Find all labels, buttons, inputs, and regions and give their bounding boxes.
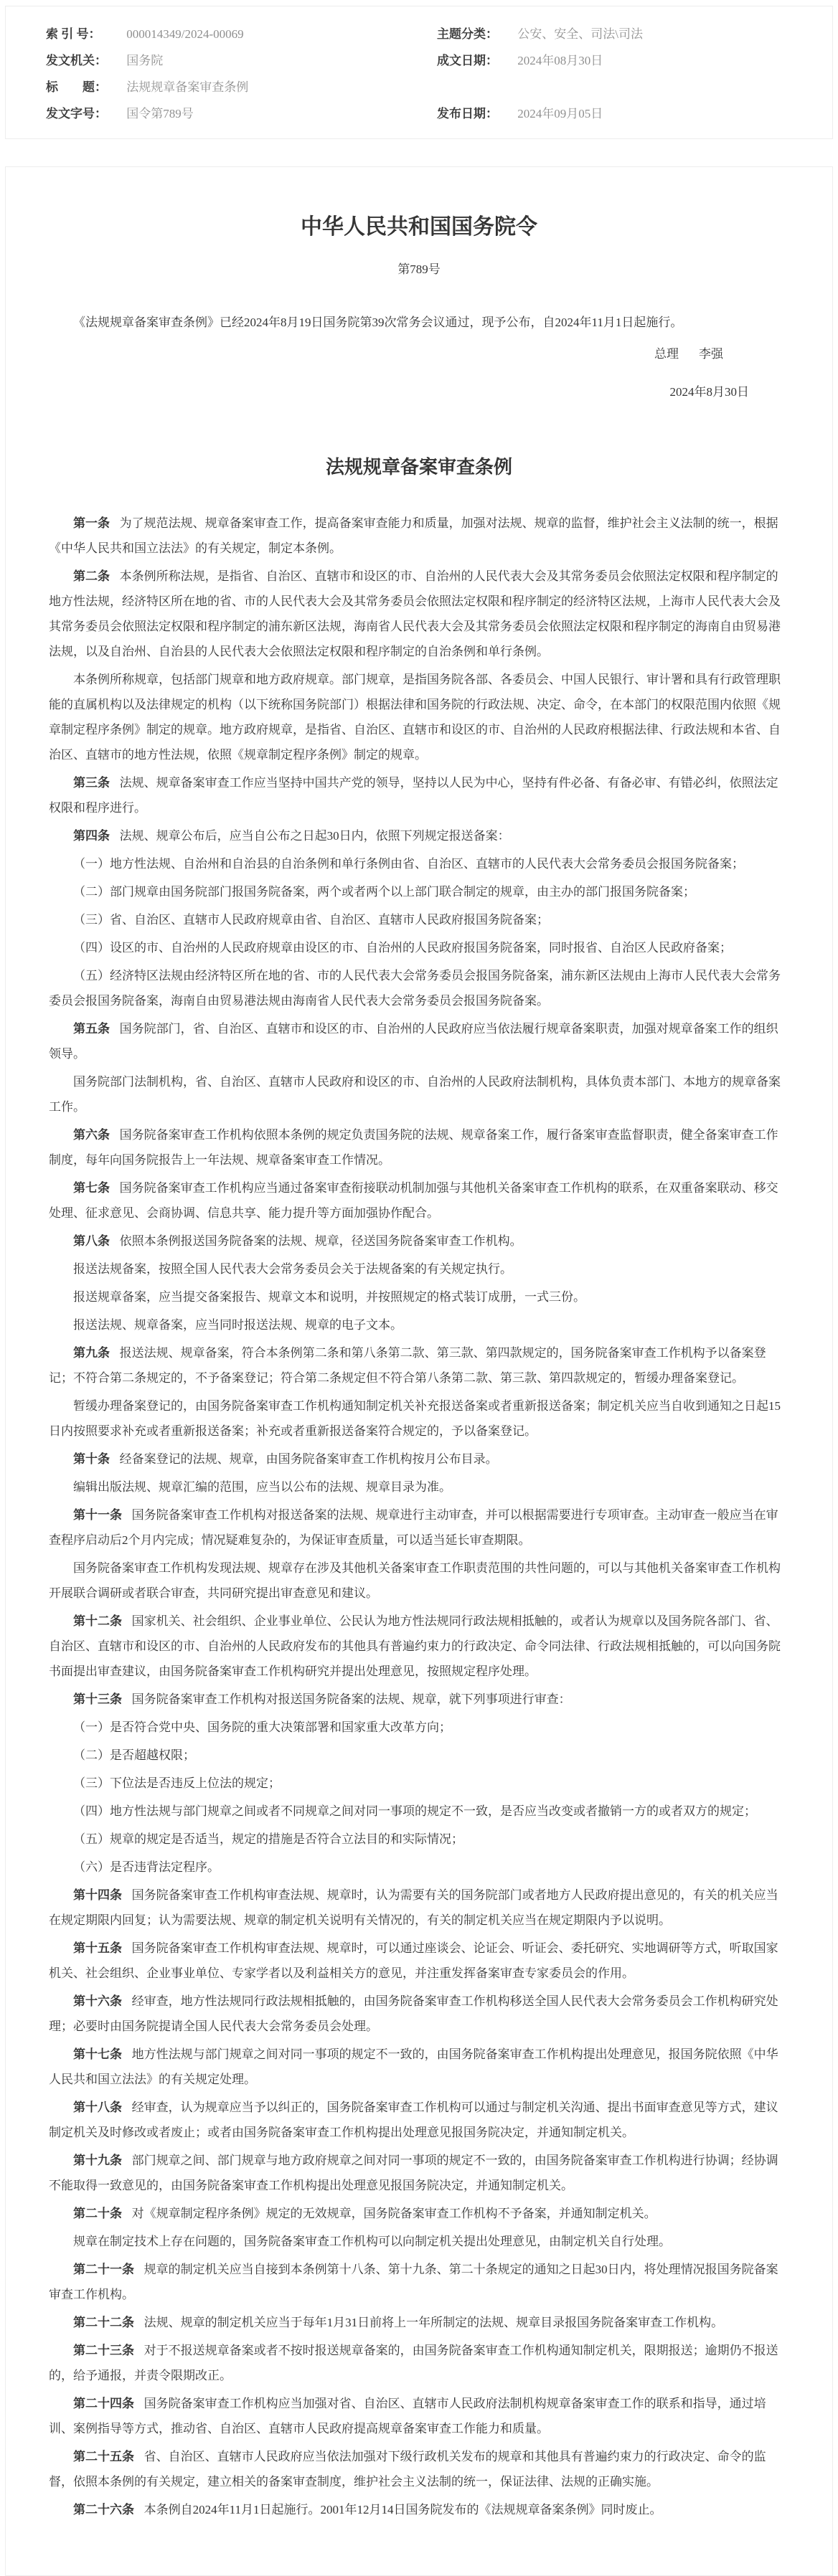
meta-label-document-number: 发文字号： xyxy=(46,107,107,120)
meta-cell xyxy=(437,21,792,47)
meta-value-document-number: 国令第789号 xyxy=(126,107,194,120)
meta-cell xyxy=(46,47,437,74)
regulation-paragraph: 第六条 国务院备案审查工作机构依照本条例的规定负责国务院的法规、规章备案工作，履行备案审查监督职责，健全备案审查工作制度，每年向国务院报告上一年法规、规章备案审查工作情况。 xyxy=(49,1128,778,1167)
regulation-paragraph: （五）经济特区法规由经济特区所在地的省、市的人民代表大会常务委员会报国务院备案，浦东新区法规由上海市人民代表大会常务委员会报国务院备案，海南自由贸易港法规由海南省人民代表大会常务委员会报国务院备案。 xyxy=(49,969,781,1008)
regulation-paragraph: 第十九条 部门规章之间、部门规章与地方政府规章之间对同一事项的规定不一致的，由国务院备案审查工作机构进行协调；经协调不能取得一致意见的，由国务院备案审查工作机构提出处理意见报国务院决定，并通知制定机关。 xyxy=(49,2154,778,2192)
decree-announcement: 《法规规章备案审查条例》已经2024年8月19日国务院第39次常务会议通过，现予公布，自2024年11月1日起施行。 xyxy=(73,316,683,329)
regulation-paragraph: （二）部门规章由国务院部门报国务院备案，两个或者两个以上部门联合制定的规章，由主办的部门报国务院备案； xyxy=(73,885,695,899)
article-number: 第五条 xyxy=(73,1022,110,1036)
article-number: 第四条 xyxy=(73,829,110,843)
meta-row xyxy=(46,74,792,100)
regulation-paragraph: （四）设区的市、自治州的人民政府规章由设区的市、自治州的人民政府报国务院备案，同时报省、自治区人民政府备案； xyxy=(73,941,732,955)
meta-cell xyxy=(437,74,792,100)
regulation-paragraph: 第九条 报送法规、规章备案，符合本条例第二条和第八条第二款、第三款、第四款规定的，国务院备案审查工作机构予以备案登记；不符合第二条规定的，不予备案登记；符合第二条规定但不符合第八条第二款、第三款、第四款规定的，暂缓办理备案登记。 xyxy=(49,1346,766,1385)
regulation-paragraph: 报送法规备案，按照全国人民代表大会常务委员会关于法规备案的有关规定执行。 xyxy=(73,1262,512,1276)
article-number: 第二十三条 xyxy=(73,2344,134,2357)
regulation-paragraph: 第二十二条 法规、规章的制定机关应当于每年1月31日前将上一年所制定的法规、规章目录报国务院备案审查工作机构。 xyxy=(73,2316,724,2329)
meta-value-publish-date: 2024年09月05日 xyxy=(517,107,603,120)
regulation-paragraph: 规章在制定技术上存在问题的，国务院备案审查工作机构可以向制定机关提出处理意见，由制定机关自行处理。 xyxy=(73,2235,671,2248)
regulation-paragraph: 编辑出版法规、规章汇编的范围，应当以公布的法规、规章目录为准。 xyxy=(73,1480,451,1494)
regulation-paragraph: （二）是否超越权限； xyxy=(73,1748,195,1762)
regulation-paragraph: 第十三条 国务院备案审查工作机构对报送国务院备案的法规、规章，就下列事项进行审查： xyxy=(73,1692,571,1706)
regulation-paragraph: 第十七条 地方性法规与部门规章之间对同一事项的规定不一致的，由国务院备案审查工作机构提出处理意见，报国务院依照《中华人民共和国立法法》的有关规定处理。 xyxy=(49,2047,778,2086)
meta-row xyxy=(46,21,792,47)
regulation-body xyxy=(49,511,789,2522)
decree-title: 中华人民共和国国务院令 xyxy=(301,215,537,239)
meta-cell xyxy=(437,47,792,74)
regulation-paragraph: 第十一条 国务院备案审查工作机构对报送备案的法规、规章进行主动审查，并可以根据需要进行专项审查。主动审查一般应当在审查程序启动后2个月内完成；情况疑难复杂的，为保证审查质量，可以适当延长审查期限。 xyxy=(49,1508,778,1547)
regulation-paragraph: 第十四条 国务院备案审查工作机构审查法规、规章时，认为需要有关的国务院部门或者地方人民政府提出意见的，有关的机关应当在规定期限内回复；认为需要法规、规章的制定机关说明有关情况的，有关的制定机关应当在规定期限内予以说明。 xyxy=(49,1888,778,1927)
article-number: 第十二条 xyxy=(73,1614,122,1628)
regulation-paragraph: 本条例所称规章，包括部门规章和地方政府规章。部门规章，是指国务院各部、各委员会、中国人民银行、审计署和具有行政管理职能的直属机构以及法律规定的机构（以下统称国务院部门）根据法律和国务院的行政法规、决定、命令，在本部门的权限范围内依照《规章制定程序条例》制定的规章。地方政府规章，是指省、自治区、直辖市和设区的市、自治州的人民政府根据法律、行政法规和本省、自治区、直辖市的地方性法规，依照《规章制定程序条例》制定的规章。 xyxy=(49,673,781,762)
article-number: 第十九条 xyxy=(73,2154,122,2167)
meta-cell xyxy=(46,74,437,100)
page xyxy=(0,6,838,2576)
meta-value-issuing-agency: 国务院 xyxy=(126,54,164,67)
regulation-paragraph: （四）地方性法规与部门规章之间或者不同规章之间对同一事项的规定不一致，是否应当改变或者撤销一方的或者双方的规定； xyxy=(73,1804,756,1818)
article-number: 第二十条 xyxy=(73,2207,122,2220)
regulation-paragraph: 第八条 依照本条例报送国务院备案的法规、规章，径送国务院备案审查工作机构。 xyxy=(73,1234,522,1248)
meta-label-issuing-agency: 发文机关： xyxy=(46,54,107,67)
document-metadata-card xyxy=(5,6,833,139)
regulation-paragraph: 暂缓办理备案登记的，由国务院备案审查工作机构通知制定机关补充报送备案或者重新报送备案；制定机关应当自收到通知之日起15日内按照要求补充或者重新报送备案；补充或者重新报送备案符合规定的，予以备案登记。 xyxy=(49,1399,781,1438)
article-number: 第十七条 xyxy=(73,2047,122,2061)
regulation-paragraph: 国务院部门法制机构，省、自治区、直辖市人民政府和设区的市、自治州的人民政府法制机构，具体负责本部门、本地方的规章备案工作。 xyxy=(49,1075,781,1114)
regulation-paragraph: 第二条 本条例所称法规，是指省、自治区、直辖市和设区的市、自治州的人民代表大会及其常务委员会依照法定权限和程序制定的地方性法规，经济特区所在地的省、市的人民代表大会及其常务委员会依照法定权限和程序制定的经济特区法规，上海市人民代表大会及其常务委员会依照法定权限和程序制定的浦东新区法规，海南省人民代表大会及其常务委员会依照法定权限和程序制定的海南自由贸易港法规，以及自治州、自治县的人民代表大会依照法定权限和程序制定的自治条例和单行条例。 xyxy=(49,569,781,658)
regulation-paragraph: （三）下位法是否违反上位法的规定； xyxy=(73,1776,281,1790)
regulation-paragraph: 第二十四条 国务院备案审查工作机构应当加强对省、自治区、直辖市人民政府法制机构规章备案审查工作的联系和指导，通过培训、案例指导等方式，推动省、自治区、直辖市人民政府提高规章备案审查工作能力和质量。 xyxy=(49,2397,766,2435)
signer-title: 总理 xyxy=(654,347,679,361)
meta-cell xyxy=(46,100,437,127)
article-number: 第九条 xyxy=(73,1346,110,1360)
regulation-paragraph: 第五条 国务院部门，省、自治区、直辖市和设区的市、自治州的人民政府应当依法履行规章备案职责，加强对规章备案工作的组织领导。 xyxy=(49,1022,778,1061)
article-number: 第十八条 xyxy=(73,2101,122,2114)
meta-label-index-number: 索 引 号： xyxy=(46,27,101,41)
article-number: 第十条 xyxy=(73,1452,110,1466)
regulation-paragraph: 第十二条 国家机关、社会组织、企业事业单位、公民认为地方性法规同行政法规相抵触的，或者认为规章以及国务院各部门、省、自治区、直辖市和设区的市、自治州的人民政府发布的其他具有普遍约束力的行政决定、命令同法律、行政法规相抵触的，可以向国务院书面提出审查建议，由国务院备案审查工作机构研究并提出处理意见，按照规定程序处理。 xyxy=(49,1614,781,1678)
regulation-paragraph: （五）规章的规定是否适当，规定的措施是否符合立法目的和实际情况； xyxy=(73,1832,463,1846)
regulation-paragraph: （一）地方性法规、自治州和自治县的自治条例和单行条例由省、自治区、直辖市的人民代表大会常务委员会报国务院备案； xyxy=(73,857,744,871)
signature-line xyxy=(49,341,789,367)
regulation-paragraph: 第二十一条 规章的制定机关应当自接到本条例第十八条、第十九条、第二十条规定的通知之日起30日内，将处理情况报国务院备案审查工作机构。 xyxy=(49,2263,778,2301)
regulation-paragraph: 第二十三条 对于不报送规章备案或者不按时报送规章备案的，由国务院备案审查工作机构通知制定机关，限期报送；逾期仍不报送的，给予通报，并责令限期改正。 xyxy=(49,2344,778,2382)
meta-cell xyxy=(437,100,792,127)
meta-value-subject-category: 公安、安全、司法\司法 xyxy=(517,27,643,41)
regulation-paragraph: 第二十五条 省、自治区、直辖市人民政府应当依法加强对下级行政机关发布的规章和其他具有普遍约束力的行政决定、命令的监督，依照本条例的有关规定，建立相关的备案审查制度，维护社会主义法制的统一，保证法律、法规的正确实施。 xyxy=(49,2450,766,2489)
meta-value-title: 法规规章备案审查条例 xyxy=(126,80,249,94)
article-number: 第二十四条 xyxy=(73,2397,134,2410)
article-number: 第十四条 xyxy=(73,1888,122,1902)
article-number: 第一条 xyxy=(73,516,110,530)
meta-value-date-written: 2024年08月30日 xyxy=(517,54,603,67)
document-body-card xyxy=(5,166,833,2576)
signature-date: 2024年8月30日 xyxy=(669,385,749,399)
article-number: 第二十五条 xyxy=(73,2450,134,2463)
meta-row xyxy=(46,100,792,127)
regulation-paragraph: 第二十条 对《规章制定程序条例》规定的无效规章，国务院备案审查工作机构不予备案，并通知制定机关。 xyxy=(73,2207,656,2220)
article-number: 第二十六条 xyxy=(73,2503,134,2516)
decree-number: 第789号 xyxy=(397,262,441,276)
meta-label-title: 标 题： xyxy=(46,80,107,94)
regulation-paragraph: （六）是否违背法定程序。 xyxy=(73,1860,220,1874)
regulation-paragraph: 国务院备案审查工作机构发现法规、规章存在涉及其他机关备案审查工作职责范围的共性问题的，可以与其他机关备案审查工作机构开展联合调研或者联合审查，共同研究提出审查意见和建议。 xyxy=(49,1561,781,1600)
article-number: 第十一条 xyxy=(73,1508,122,1522)
article-number: 第二十一条 xyxy=(73,2263,134,2276)
article-number: 第二十二条 xyxy=(73,2316,134,2329)
regulation-paragraph: 第十八条 经审查，认为规章应当予以纠正的，国务院备案审查工作机构可以通过与制定机关沟通、提出书面审查意见等方式，建议制定机关及时修改或者废止；或者由国务院备案审查工作机构提出处理意见报国务院决定，并通知制定机关。 xyxy=(49,2101,778,2139)
article-number: 第十五条 xyxy=(73,1941,122,1955)
article-number: 第七条 xyxy=(73,1181,110,1195)
regulation-title: 法规规章备案审查条例 xyxy=(325,457,512,478)
article-number: 第八条 xyxy=(73,1234,110,1248)
meta-value-index-number: 000014349/2024-00069 xyxy=(126,27,244,41)
regulation-paragraph: 第三条 法规、规章备案审查工作应当坚持中国共产党的领导，坚持以人民为中心，坚持有件必备、有备必审、有错必纠，依照法定权限和程序进行。 xyxy=(49,776,778,815)
regulation-paragraph: 报送规章备案，应当提交备案报告、规章文本和说明，并按照规定的格式装订成册，一式三份。 xyxy=(73,1290,585,1304)
meta-label-publish-date: 发布日期： xyxy=(437,107,498,120)
meta-label-date-written: 成文日期： xyxy=(437,54,498,67)
meta-label-subject-category: 主题分类： xyxy=(437,27,498,41)
regulation-paragraph: 第十六条 经审查，地方性法规同行政法规相抵触的，由国务院备案审查工作机构移送全国人民代表大会常务委员会工作机构研究处理；必要时由国务院提请全国人民代表大会常务委员会处理。 xyxy=(49,1994,778,2033)
regulation-paragraph: 第十五条 国务院备案审查工作机构审查法规、规章时，可以通过座谈会、论证会、听证会、委托研究、实地调研等方式，听取国家机关、社会组织、企业事业单位、专家学者以及利益相关方的意见，并注重发挥备案审查专家委员会的作用。 xyxy=(49,1941,778,1980)
article-number: 第六条 xyxy=(73,1128,110,1142)
signer-name: 李强 xyxy=(699,347,723,361)
regulation-paragraph: 第十条 经备案登记的法规、规章，由国务院备案审查工作机构按月公布目录。 xyxy=(73,1452,498,1466)
regulation-paragraph: 报送法规、规章备案，应当同时报送法规、规章的电子文本。 xyxy=(73,1318,402,1332)
meta-cell xyxy=(46,21,437,47)
regulation-paragraph: （一）是否符合党中央、国务院的重大决策部署和国家重大改革方向； xyxy=(73,1720,451,1734)
article-number: 第三条 xyxy=(73,776,110,790)
regulation-paragraph: 第七条 国务院备案审查工作机构应当通过备案审查衔接联动机制加强与其他机关备案审查工作机构的联系，在双重备案联动、移交处理、征求意见、会商协调、信息共享、能力提升等方面加强协作配合。 xyxy=(49,1181,778,1220)
article-number: 第二条 xyxy=(73,569,110,583)
article-number: 第十六条 xyxy=(73,1994,122,2008)
meta-row xyxy=(46,47,792,74)
article-number: 第十三条 xyxy=(73,1692,122,1706)
regulation-paragraph: 第四条 法规、规章公布后，应当自公布之日起30日内，依照下列规定报送备案： xyxy=(73,829,510,843)
regulation-paragraph: 第二十六条 本条例自2024年11月1日起施行。2001年12月14日国务院发布的《法规规章备案条例》同时废止。 xyxy=(73,2503,662,2516)
regulation-paragraph: 第一条 为了规范法规、规章备案审查工作，提高备案审查能力和质量，加强对法规、规章的监督，维护社会主义法制的统一，根据《中华人民共和国立法法》的有关规定，制定本条例。 xyxy=(49,516,778,555)
regulation-paragraph: （三）省、自治区、直辖市人民政府规章由省、自治区、直辖市人民政府报国务院备案； xyxy=(73,913,549,927)
